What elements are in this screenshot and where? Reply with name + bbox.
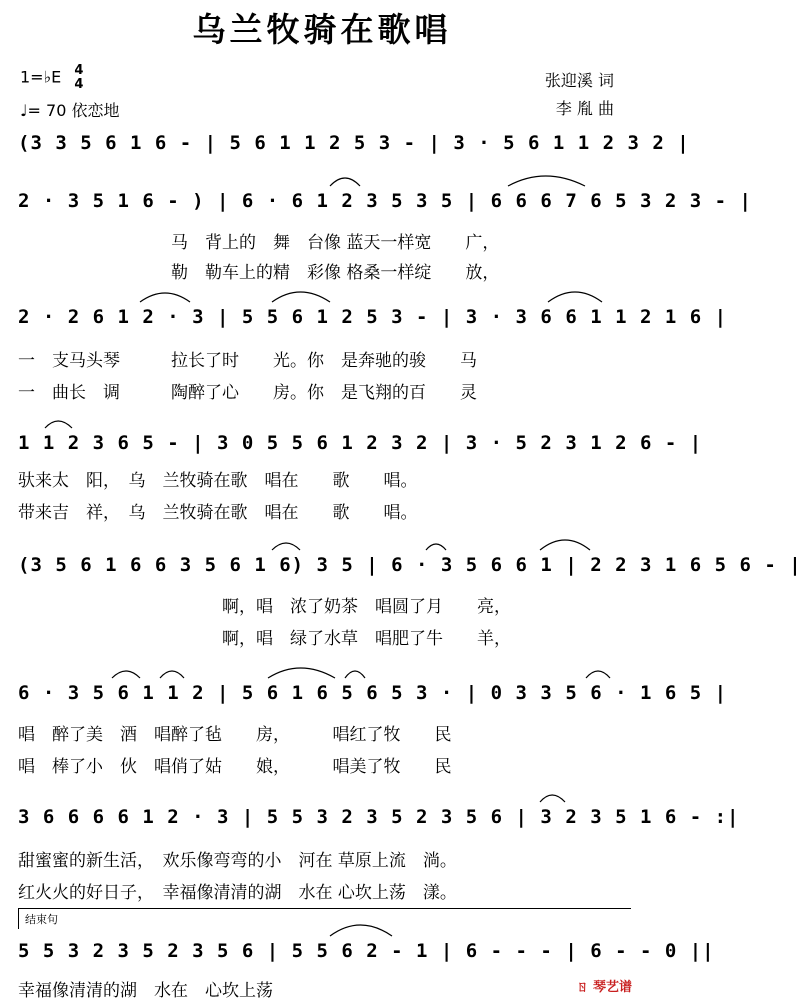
notation-row: (3 5 6 1 6 6 3 5 6 1 6) 3 5 | 6 · 3 5 6 6 1 | 2 2 3 1 6 5 6 - |: [18, 554, 802, 576]
time-top: 4: [74, 63, 84, 78]
lyric-line: 马 背上的 舞 台像 蓝天一样宽 广，: [18, 233, 500, 253]
watermark-mark-icon: ㄖ: [575, 980, 589, 995]
notation-row: 2 · 2 6 1 2 · 3 | 5 5 6 1 2 5 3 - | 3 · 3 6 6 1 1 2 1 6 |: [18, 306, 728, 328]
notation-row: 2 · 3 5 1 6 - ) | 6 · 6 1 2 3 5 3 5 | 6 6 6 7 6 5 3 2 3 - |: [18, 190, 752, 212]
key-label: 1=♭E: [20, 67, 62, 87]
page-title: 乌兰牧骑在歌唱: [192, 10, 452, 49]
slur: [268, 668, 335, 678]
ending-label: 结束句: [25, 913, 58, 926]
slur: [586, 671, 610, 678]
lyric-line: 幸福像清清的湖 水在 心坎上荡: [18, 981, 273, 1001]
watermark-logo: 琴艺谱: [592, 980, 632, 995]
watermark: [576, 976, 632, 995]
key-signature: [20, 64, 83, 92]
slur: [140, 293, 190, 302]
notation-row: 6 · 3 5 6 1 1 2 | 5 6 1 6 5 6 5 3 · | 0 3 3 5 6 · 1 6 5 |: [18, 682, 728, 704]
lyric-line: 驮来太 阳， 乌 兰牧骑在歌 唱在 歌 唱。: [18, 471, 418, 491]
time-bottom: 4: [74, 77, 84, 92]
lyric-line: 唱 棒了小 伙 唱俏了姑 娘， 唱美了牧 民: [18, 757, 452, 777]
lyric-line: 一 曲长 调 陶醉了心 房。你 是飞翔的百 灵: [18, 383, 477, 403]
lyric-line: 啊，唱 绿了水草 唱肥了牛 羊，: [18, 629, 511, 649]
lyric-line: 带来吉 祥， 乌 兰牧骑在歌 唱在 歌 唱。: [18, 503, 418, 523]
slur: [45, 421, 72, 428]
slur: [330, 178, 360, 186]
slur: [112, 671, 140, 678]
slur: [508, 176, 585, 186]
slur: [548, 292, 602, 302]
slur: [272, 543, 300, 550]
slur: [345, 671, 365, 678]
notation-row: 3 6 6 6 6 1 2 · 3 | 5 5 3 2 3 5 2 3 5 6 | 3 2 3 5 1 6 - :|: [18, 806, 740, 828]
lyric-line: 唱 醉了美 酒 唱醉了毡 房， 唱红了牧 民: [18, 725, 452, 745]
notation-row: 1 1 2 3 6 5 - | 3 0 5 5 6 1 2 3 2 | 3 · 5 2 3 1 2 6 - |: [18, 432, 703, 454]
time-signature: [74, 64, 83, 92]
lyric-line: 红火火的好日子， 幸福像清清的湖 水在 心坎上荡 漾。: [18, 883, 457, 903]
tempo-marking: ♩= 70 依恋地: [20, 101, 120, 120]
slur: [540, 540, 590, 550]
lyric-line: 啊，唱 浓了奶茶 唱圆了月 亮，: [18, 597, 511, 617]
lyricist-credit: 张迎溪 词: [544, 71, 614, 90]
slur: [426, 544, 446, 550]
notation-row: 5 5 3 2 3 5 2 3 5 6 | 5 5 6 2 - 1 | 6 - - - | 6 - - 0 ||: [18, 940, 715, 962]
lyric-line: 一 支马头琴 拉长了时 光。你 是奔驰的骏 马: [18, 351, 477, 371]
composer-credit: 李 胤 曲: [555, 99, 614, 118]
notation-row: (3 3 5 6 1 6 - | 5 6 1 1 2 5 3 - | 3 · 5 6 1 1 2 3 2 |: [18, 132, 690, 154]
slur: [160, 671, 184, 678]
slur: [540, 795, 565, 802]
lyric-line: 甜蜜蜜的新生活， 欢乐像弯弯的小 河在 草原上流 淌。: [18, 851, 457, 871]
lyric-line: 勒 勒车上的精 彩像 格桑一样绽 放，: [18, 263, 500, 283]
slur: [272, 292, 330, 302]
ending-bracket: [18, 908, 631, 929]
